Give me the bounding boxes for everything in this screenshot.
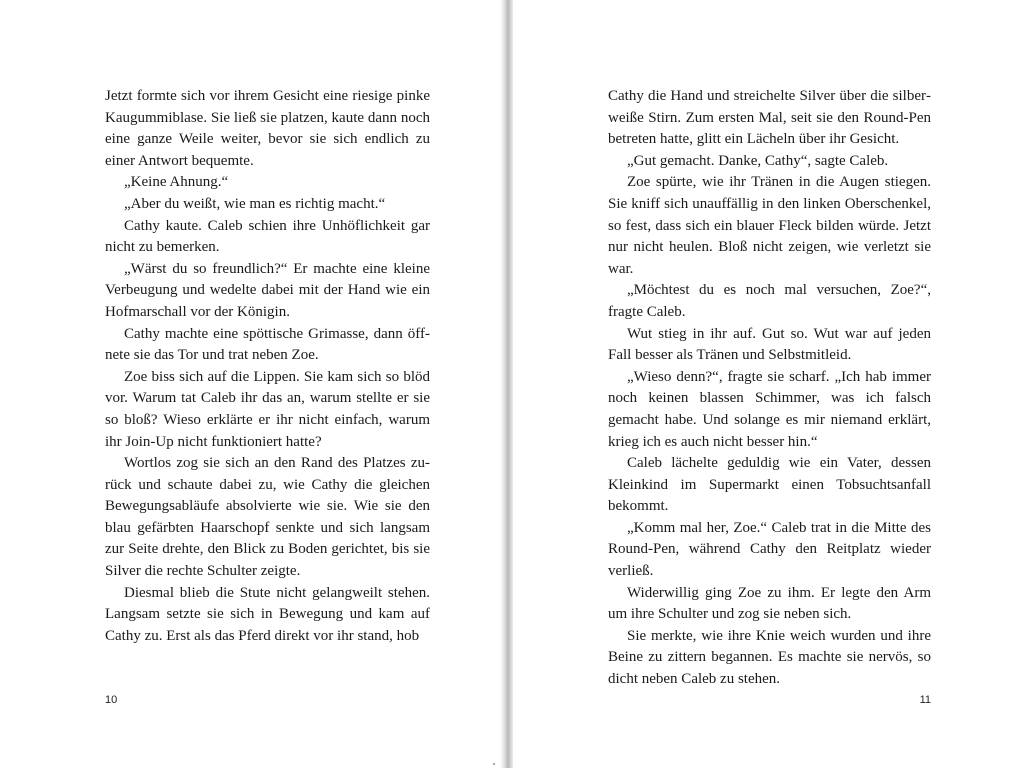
paragraph: „Keine Ahnung.“ (124, 174, 229, 191)
right-page-text (608, 86, 931, 691)
page-number-left: 10 (105, 694, 118, 706)
paragraph: „Komm mal her, Zoe.“ Caleb trat in die Mitte des Round-Pen, während Cathy den Reitplatz wieder verließ. (608, 519, 931, 580)
left-page (0, 0, 503, 768)
paragraph: Widerwillig ging Zoe zu ihm. Er legte den Arm um ihre Schulter und zog sie neben sich. (608, 584, 931, 623)
paragraph: Cathy machte eine spöttische Grimasse, dann öffnete sie das Tor und trat neben Zoe. (105, 325, 430, 364)
paragraph: „Möchtest du es noch mal versuchen, Zoe?“, fragte Caleb. (608, 282, 931, 320)
paragraph: „Wieso denn?“, fragte sie scharf. „Ich hab immer noch keinen blassen Schimmer, was ich falsch gemacht habe. Und solange es mir niemand erklärt, krieg ich es auch nicht besser hin.“ (608, 368, 931, 450)
right-page (513, 0, 1020, 768)
page-number-right: 11 (919, 694, 931, 706)
paragraph: Sie merkte, wie ihre Knie weich wurden und ihre Beine zu zittern begannen. Es machte sie nervös, so dicht neben Caleb zu stehen. (608, 627, 931, 688)
paragraph: Cathy die Hand und streichelte Silver über die silberweiße Stirn. Zum ersten Mal, seit sie den Round-Pen betreten hatte, glitt ein Lächeln über ihr Gesicht. (608, 88, 931, 148)
paragraph: „Aber du weißt, wie man es richtig macht.“ (124, 195, 386, 212)
paragraph: Wut stieg in ihr auf. Gut so. Wut war auf jeden Fall besser als Tränen und Selbstmitleid. (608, 325, 931, 364)
paragraph: Wortlos zog sie sich an den Rand des Platzes zurück und schaute dabei zu, wie Cathy die gleichen Bewegungsabläufe absolvierte wie sie. Wie sie den blau gefärbten Haarschopf senkte und sich langsam zur Seite drehte, den Blick zu Boden gerichtet, bis sie Silver die rechte Schulter zeigte. (105, 455, 430, 580)
paragraph: Zoe biss sich auf die Lippen. Sie kam sich so blöd vor. Warum tat Caleb ihr das an, warum stellte er sie so bloß? Wieso erklärte er ihr nicht einfach, warum ihr Join-Up nicht funktioniert hatte? (105, 368, 430, 450)
paragraph: Cathy kaute. Caleb schien ihre Unhöflichkeit gar nicht zu bemerken. (105, 217, 430, 256)
left-page-text (105, 86, 430, 647)
paragraph: Diesmal blieb die Stute nicht gelangweilt stehen. Langsam setzte sie sich in Bewegung und kam auf Cathy zu. Erst als das Pferd direkt vor ihr stand, hob (105, 584, 430, 644)
paragraph: „Gut gemacht. Danke, Cathy“, sagte Caleb. (627, 152, 889, 169)
paragraph: Jetzt formte sich vor ihrem Gesicht eine riesige pinke Kaugummiblase. Sie ließ sie platzen, kaute dann noch eine ganze Weile weiter, bevor sie sich endlich zu einer Antwort bequemte. (105, 88, 430, 169)
paragraph: Zoe spürte, wie ihr Tränen in die Augen stiegen. Sie kniff sich unauffällig in den linken Oberschenkel, so fest, dass sich ein blauer Fleck bilden würde. Jetzt nur nicht heulen. Bloß nicht zeigen, wie verletzt sie war. (608, 174, 931, 277)
paragraph: Caleb lächelte geduldig wie ein Vater, dessen Kleinkind im Supermarkt einen Tobsuchtsanfall bekommt. (608, 455, 931, 515)
scan-speck (493, 763, 495, 765)
paragraph: „Wärst du so freundlich?“ Er machte eine kleine Verbeugung und wedelte dabei mit der Hand wie ein Hofmarschall vor der Königin. (105, 260, 430, 320)
